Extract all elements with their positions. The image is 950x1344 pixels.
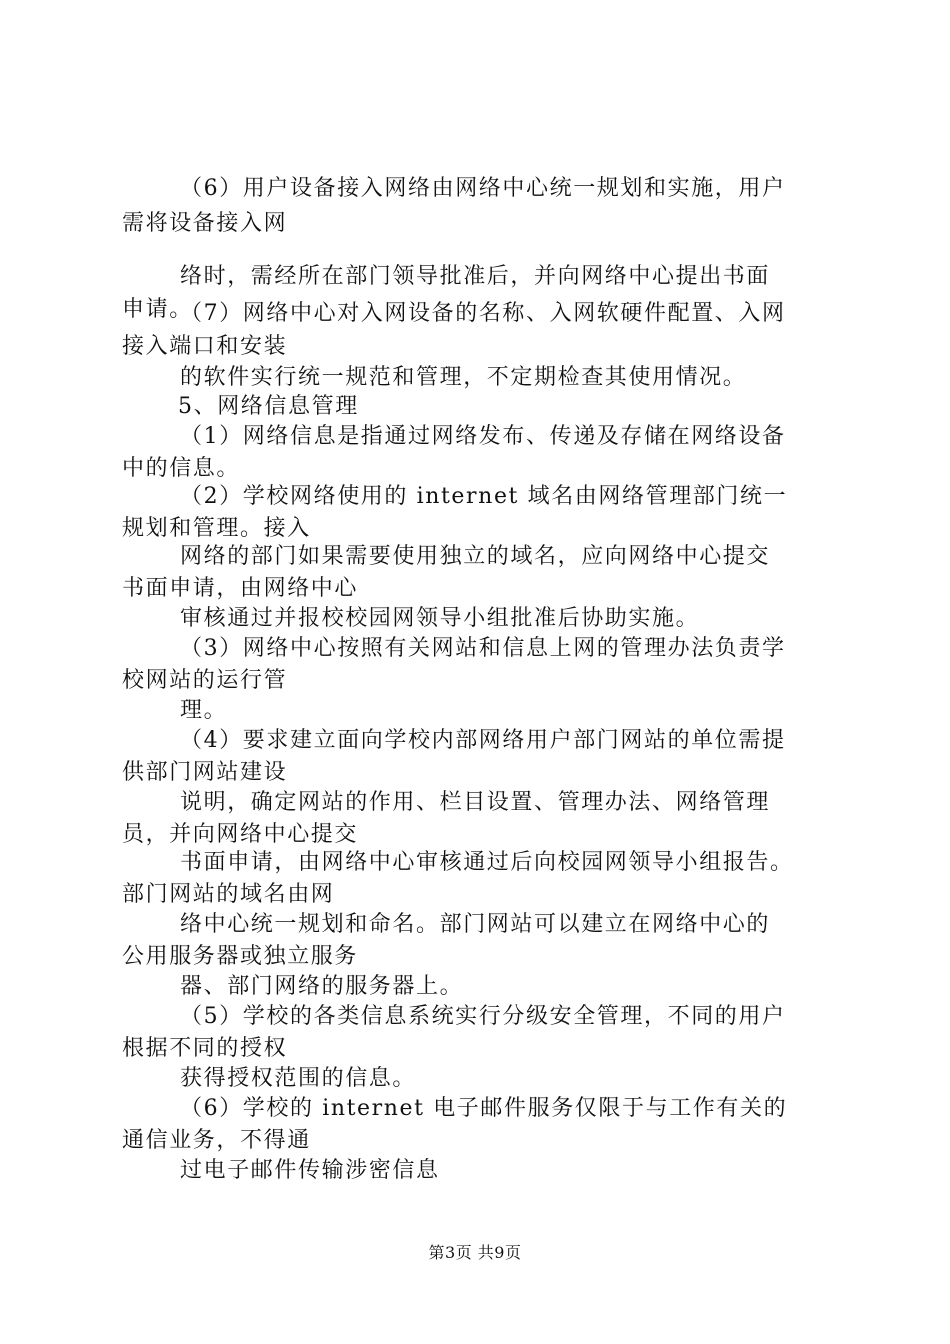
text-line: 络中心统一规划和命名。部门网站可以建立在网络中心的 bbox=[180, 912, 771, 937]
text-line: 的软件实行统一规范和管理，不定期检查其使用情况。 bbox=[180, 365, 747, 390]
text-line: 络时，需经所在部门领导批准后，并向网络中心提出书面 bbox=[180, 264, 771, 289]
text-line: 审核通过并报校校园网领导小组批准后协助实施。 bbox=[180, 606, 700, 631]
text-line: 通信业务，不得通 bbox=[122, 1128, 311, 1153]
text-line: 接入端口和安装 bbox=[122, 334, 288, 359]
text-line: 申请。 bbox=[122, 297, 193, 322]
section-heading: 5、网络信息管理 bbox=[178, 394, 359, 419]
text-line: （1）网络信息是指通过网络发布、传递及存储在网络设备 bbox=[180, 424, 786, 449]
text-line: 公用服务器或独立服务 bbox=[122, 944, 359, 969]
text-line: 供部门网站建设 bbox=[122, 760, 288, 785]
text-line: 书面申请，由网络中心 bbox=[122, 576, 359, 601]
text-line: 员，并向网络中心提交 bbox=[122, 822, 359, 847]
text-line: 需将设备接入网 bbox=[122, 211, 288, 236]
text-line: （6）学校的 internet 电子邮件服务仅限于与工作有关的 bbox=[180, 1096, 788, 1121]
text-line: 过电子邮件传输涉密信息 bbox=[180, 1158, 440, 1183]
text-line: （5）学校的各类信息系统实行分级安全管理，不同的用户 bbox=[180, 1004, 786, 1029]
page-number-footer: 第3页 共9页 bbox=[428, 1243, 522, 1262]
text-line: 器、部门网络的服务器上。 bbox=[180, 974, 464, 999]
text-line: （6）用户设备接入网络由网络中心统一规划和实施，用户 bbox=[180, 176, 786, 201]
text-line: 部门网站的域名由网 bbox=[122, 882, 335, 907]
text-line: （2）学校网络使用的 internet 域名由网络管理部门统一 bbox=[180, 484, 788, 509]
text-line: 校网站的运行管 bbox=[122, 668, 288, 693]
text-line: （3）网络中心按照有关网站和信息上网的管理办法负责学 bbox=[180, 636, 786, 661]
text-line: 网络的部门如果需要使用独立的域名，应向网络中心提交 bbox=[180, 544, 771, 569]
text-line: 说明，确定网站的作用、栏目设置、管理办法、网络管理 bbox=[180, 790, 771, 815]
text-line: 中的信息。 bbox=[122, 456, 241, 481]
text-line: 根据不同的授权 bbox=[122, 1036, 288, 1061]
text-line: （4）要求建立面向学校内部网络用户部门网站的单位需提 bbox=[180, 728, 786, 753]
text-line: 规划和管理。接入 bbox=[122, 516, 311, 541]
text-line: 书面申请，由网络中心审核通过后向校园网领导小组报告。 bbox=[180, 850, 794, 875]
text-line: 理。 bbox=[180, 698, 228, 723]
text-line: 获得授权范围的信息。 bbox=[180, 1066, 417, 1091]
text-line: （7）网络中心对入网设备的名称、入网软硬件配置、入网 bbox=[180, 301, 786, 326]
